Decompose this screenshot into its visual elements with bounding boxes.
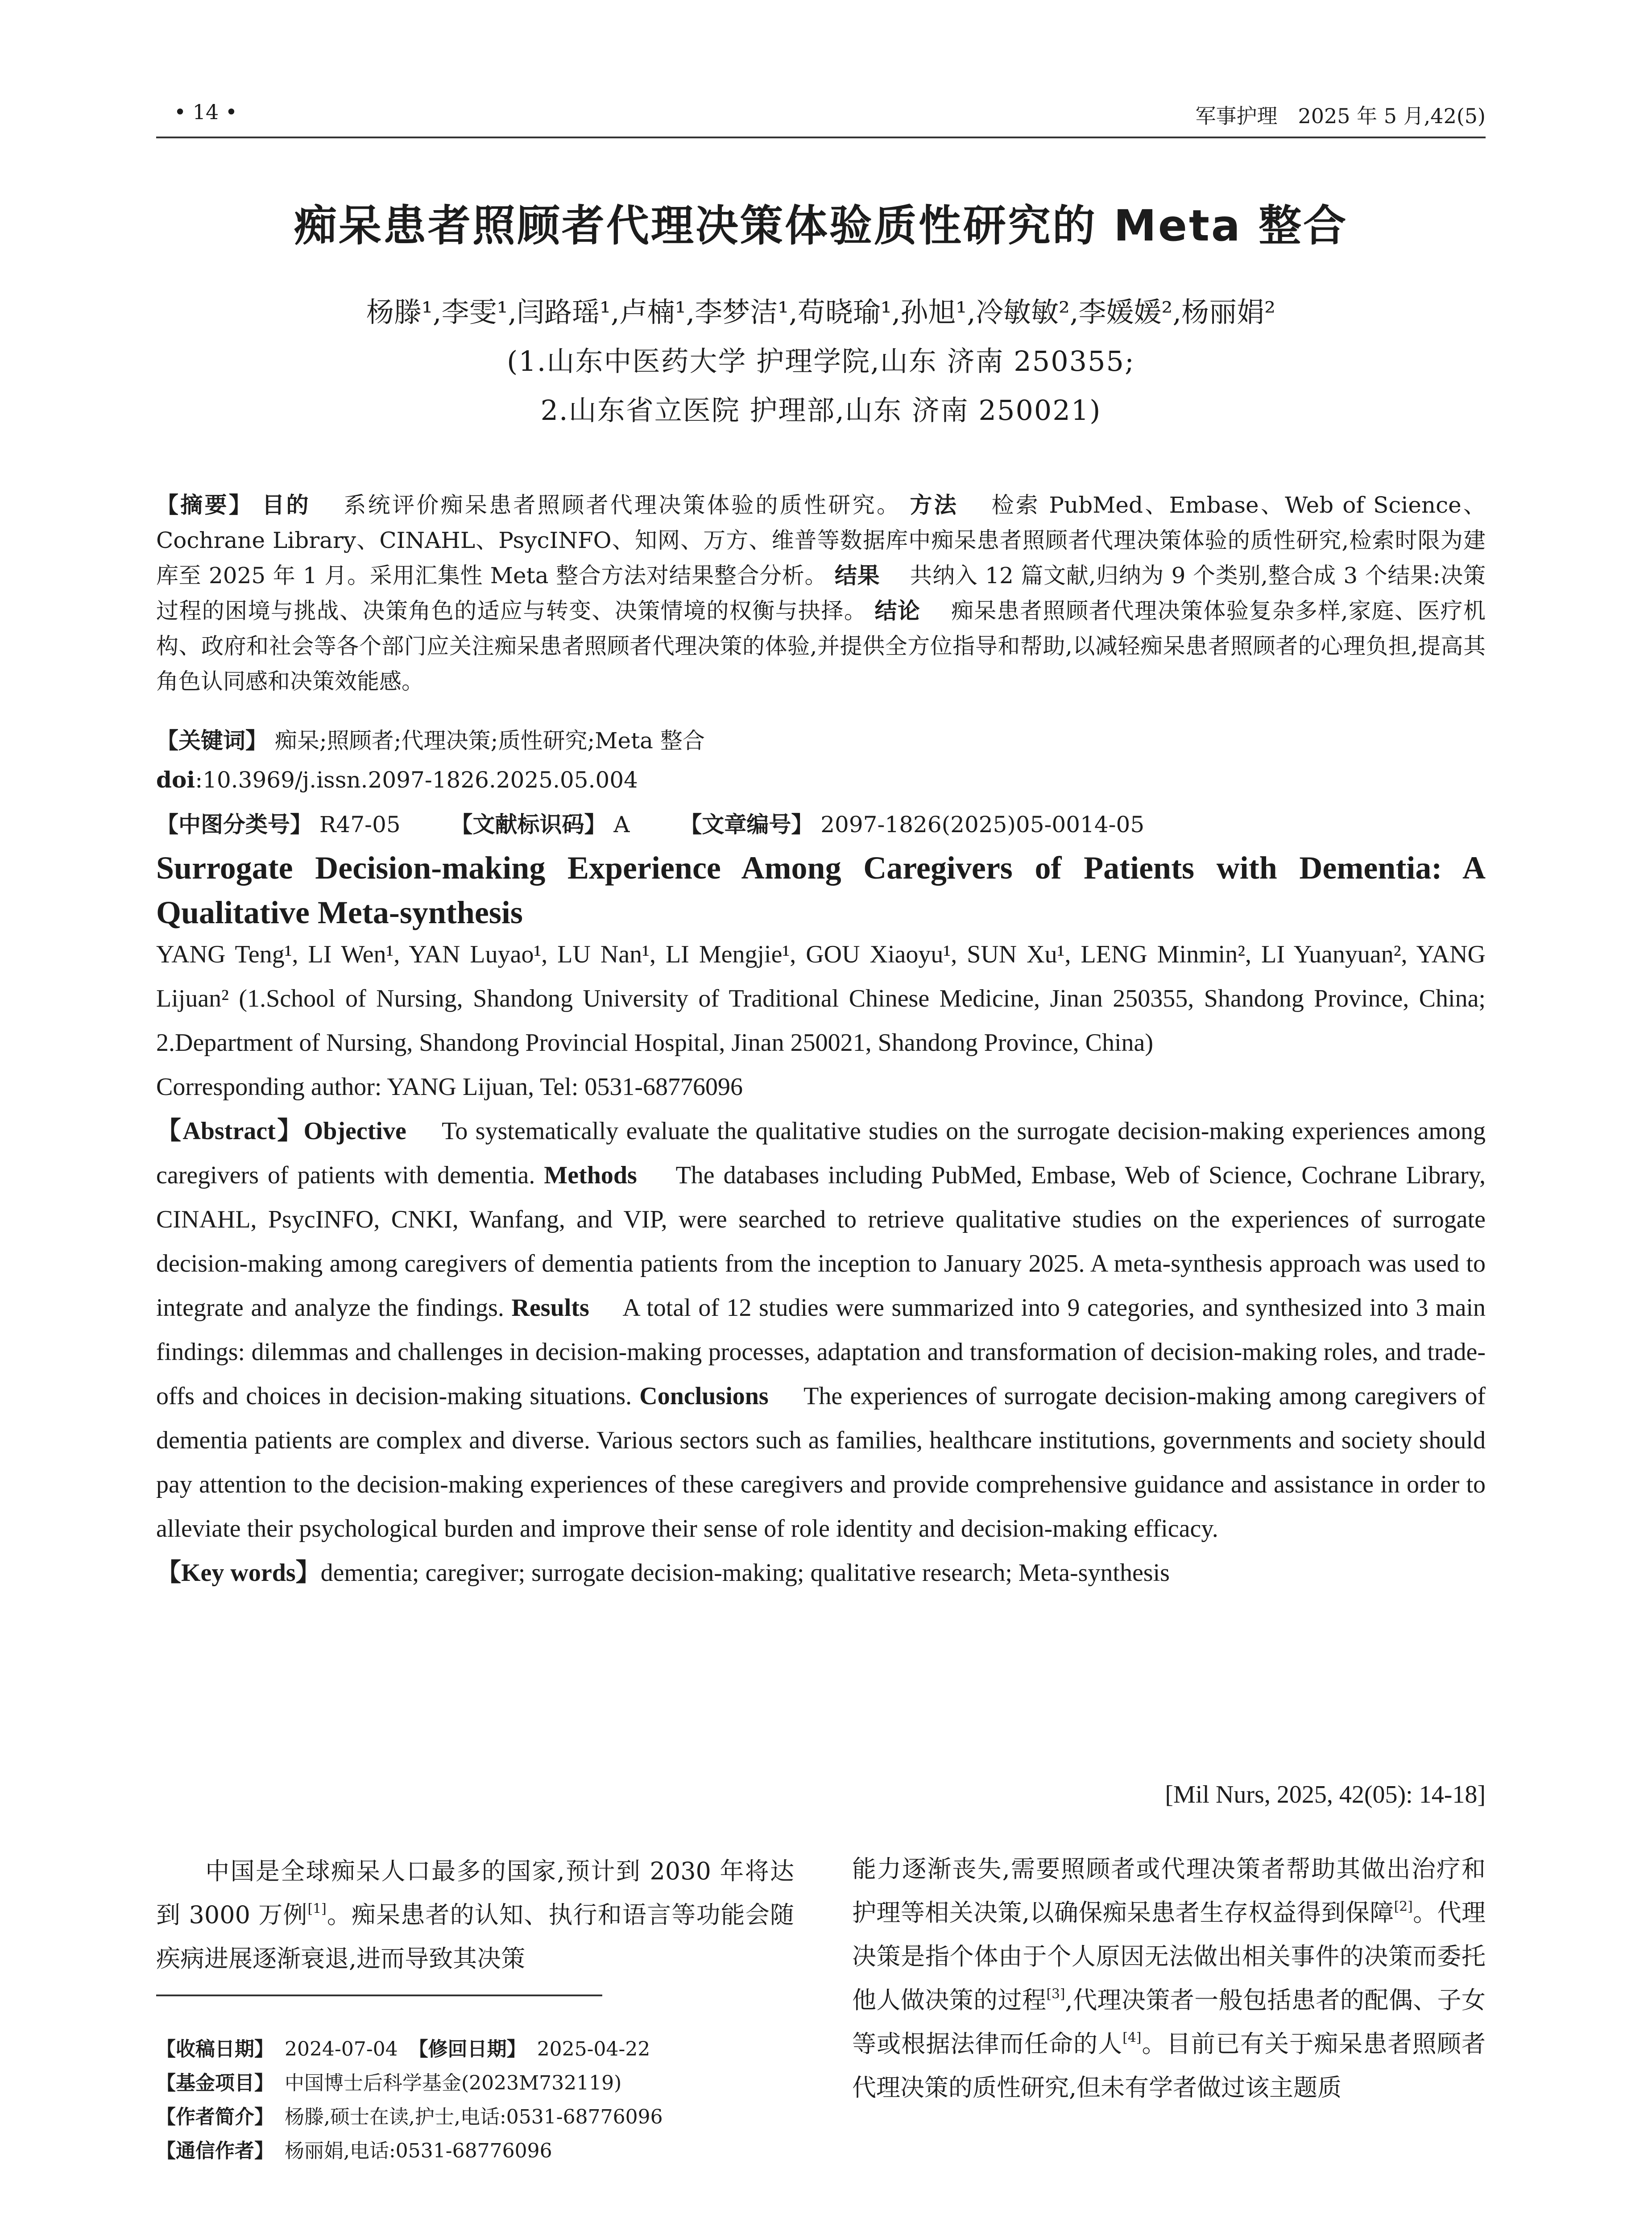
citation: [Mil Nurs, 2025, 42(05): 14-18]	[1165, 1781, 1486, 1808]
english-title: Surrogate Decision-making Experience Among Caregivers of Patients with Dementia: A Qualitative Meta-synthesis	[156, 850, 1486, 930]
clc-label: 【中图分类号】	[156, 812, 312, 838]
objective-text: 系统评价痴呆患者照顾者代理决策体验的质性研究。	[344, 492, 901, 518]
clc-value: R47-05	[319, 812, 401, 838]
author-bio-text: 杨滕,硕士在读,护士,电话:0531-68776096	[285, 2106, 663, 2128]
fund-label: 【基金项目】	[156, 2072, 274, 2094]
authors-cn: 杨滕¹,李雯¹,闫路瑶¹,卢楠¹,李梦洁¹,苟晓瑜¹,孙旭¹,冷敏敏²,李媛媛²,杨丽娟²	[366, 296, 1275, 328]
results-text: 共纳入 12 篇文献,归纳为 9 个类别,整合成 3 个结果:决策过程的困境与挑战、决策角色的适应与转变、决策情境的权衡与抉择。	[156, 563, 1486, 624]
footnote-author	[156, 2100, 803, 2134]
methods-label: 方法	[910, 492, 959, 518]
ref-1: [1]	[307, 1901, 327, 1917]
conclusions-en-text: The experiences of surrogate decision-making among caregivers of dementia patients are complex and diverse. Various sectors such as families, healthcare institutions, governments and society should pay attention to the decision-making experiences of these caregivers and provide comprehensive guidance and assistance in order to alleviate their psychological burden and improve their sense of role identity and decision-making efficacy.	[156, 1382, 1486, 1543]
results-en-text: A total of 12 studies were summarized into 9 categories, and synthesized into 3 main findings: dilemmas and challenges in decision-making processes, adaptation and transformation of decision-making roles, and trade-offs and choices in decision-making situations.	[156, 1294, 1486, 1410]
revised-date: 2025-04-22	[537, 2038, 650, 2061]
journal-info: 军事护理 2025 年 5 月,42(5)	[1195, 104, 1486, 128]
objective-label: 目的	[262, 492, 311, 518]
received-label: 【收稿日期】	[156, 2038, 274, 2061]
english-front-matter	[156, 933, 1486, 1595]
affiliation-1: (1.山东中医药大学 护理学院,山东 济南 250355;	[507, 345, 1135, 377]
authors-en: YANG Teng¹, LI Wen¹, YAN Luyao¹, LU Nan¹, LI Mengjie¹, GOU Xiaoyu¹, SUN Xu¹, LENG Minmin², LI Yuanyuan², YANG Lijuan² (1.School of Nursing, Shandong University of Traditional Chinese Medicine, Jinan 250355, Shandong Province, China; 2.Department of Nursing, Shandong Provincial Hospital, Jinan 250021, Shandong Province, China)	[156, 941, 1486, 1057]
doi-label: doi	[156, 767, 195, 793]
doi-text: :10.3969/j.issn.2097-1826.2025.05.004	[195, 767, 638, 793]
abstract-en	[156, 1109, 1486, 1551]
methods-text: 检索 PubMed、Embase、Web of Science、Cochrane Library、CINAHL、PsycINFO、知网、万方、维普等数据库中痴呆患者照顾者代理决策体验的质性研究,检索时限为建库至 2025 年 1 月。采用汇集性 Meta 整合方法对结果整合分析。	[156, 492, 1486, 589]
ref-4: [4]	[1122, 2030, 1142, 2046]
body-right-text-1: 能力逐渐丧失,需要照顾者或代理决策者帮助其做出治疗和护理等相关决策,以确保痴呆患者生存权益得到保障	[852, 1855, 1486, 1927]
abstract-label: 【摘要】	[156, 492, 253, 518]
abstract-en-label: 【Abstract】	[156, 1117, 304, 1145]
classification-line	[156, 807, 1486, 839]
body-right-text-4: 。目前已有关于痴呆患者照顾者代理决策的质性研究,但未有学者做过该主题质	[852, 2030, 1486, 2102]
body-left-text-1: 中国是全球痴呆人口最多的国家,预计到 2030 年将达到 3000 万例	[156, 1857, 794, 1929]
keywords-en-text: dementia; caregiver; surrogate decision-making; qualitative research; Meta-synthesis	[320, 1559, 1170, 1587]
ref-3: [3]	[1046, 1986, 1065, 2002]
doc-code-label: 【文献标识码】	[450, 812, 607, 838]
conclusions-en-label: Conclusions	[639, 1382, 769, 1410]
footnote-corresponding	[156, 2134, 803, 2168]
keywords-cn-label: 【关键词】	[156, 728, 268, 754]
keywords-cn	[156, 723, 1486, 755]
corr-label: 【通信作者】	[156, 2140, 274, 2162]
fund-text: 中国博士后科学基金(2023M732119)	[285, 2072, 622, 2094]
footnotes	[156, 2032, 803, 2168]
body-right-text-3: ,代理决策者一般包括患者的配偶、子女等或根据法律而任命的人	[852, 1986, 1486, 2058]
body-column-left	[156, 1849, 794, 1981]
keywords-en-label: 【Key words】	[156, 1559, 321, 1587]
conclusion-text: 痴呆患者照顾者代理决策体验复杂多样,家庭、医疗机构、政府和社会等各个部门应关注痴呆患者照顾者代理决策的体验,并提供全方位指导和帮助,以减轻痴呆患者照顾者的心理负担,提高其角色认同感和决策效能感。	[156, 598, 1486, 694]
article-id-label: 【文章编号】	[679, 812, 814, 838]
revised-label: 【修回日期】	[408, 2038, 526, 2061]
conclusion-label: 结论	[874, 598, 921, 624]
affiliation-2: 2.山东省立医院 护理部,山东 济南 250021)	[540, 394, 1101, 427]
body-left-text-2: 。痴呆患者的认知、执行和语言等功能会随疾病进展逐渐衰退,进而导致其决策	[156, 1901, 794, 1973]
methods-en-text: The databases including PubMed, Embase, Web of Science, Cochrane Library, CINAHL, PsycINFO, CNKI, Wanfang, and VIP, were searched to retrieve qualitative studies on the experiences of surrogate decision-making among caregivers of dementia patients from the inception to January 2025. A meta-synthesis approach was used to integrate and analyze the findings.	[156, 1161, 1486, 1322]
results-label: 结果	[834, 563, 880, 589]
article-id-value: 2097-1826(2025)05-0014-05	[820, 812, 1145, 838]
keywords-en	[156, 1551, 1486, 1595]
objective-en-label: Objective	[303, 1117, 406, 1145]
author-bio-label: 【作者简介】	[156, 2106, 274, 2128]
objective-en-text: To systematically evaluate the qualitative studies on the surrogate decision-making experiences among caregivers of patients with dementia.	[156, 1117, 1486, 1189]
corresponding-author-en: Corresponding author: YANG Lijuan, Tel: 0531-68776096	[156, 1073, 743, 1101]
abstract-cn	[156, 488, 1486, 699]
corr-text: 杨丽娟,电话:0531-68776096	[285, 2140, 552, 2162]
results-en-label: Results	[511, 1294, 589, 1322]
received-date: 2024-07-04	[285, 2038, 398, 2061]
page-number: • 14 •	[174, 100, 238, 124]
doi-line	[156, 767, 1486, 793]
ref-2: [2]	[1394, 1899, 1413, 1915]
footnote-dates	[156, 2032, 803, 2066]
footnote-fund	[156, 2066, 803, 2100]
keywords-cn-text: 痴呆;照顾者;代理决策;质性研究;Meta 整合	[274, 728, 705, 754]
body-right-text-2: 。代理决策是指个体由于个人原因无法做出相关事件的决策而委托他人做决策的过程	[852, 1899, 1486, 2014]
footnote-divider	[156, 1995, 602, 1996]
running-header	[156, 96, 1486, 138]
methods-en-label: Methods	[544, 1161, 637, 1189]
article-title: 痴呆患者照顾者代理决策体验质性研究的 Meta 整合	[294, 201, 1348, 251]
body-column-right	[852, 1847, 1486, 2110]
doc-code-value: A	[613, 812, 630, 838]
